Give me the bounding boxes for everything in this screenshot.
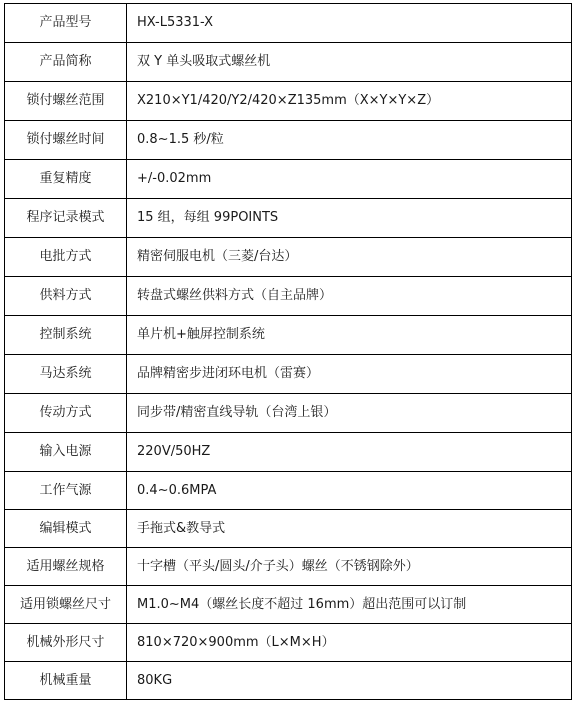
- table-row: [5, 199, 572, 238]
- row-label: 机械重量: [5, 662, 127, 700]
- row-label: 锁付螺丝范围: [5, 82, 127, 121]
- spec-table: [4, 3, 572, 700]
- row-value: 80KG: [127, 662, 572, 700]
- row-value: 转盘式螺丝供料方式（自主品牌）: [127, 277, 572, 316]
- row-label: 控制系统: [5, 316, 127, 355]
- row-label: 编辑模式: [5, 510, 127, 548]
- row-label: 产品简称: [5, 43, 127, 82]
- table-row: [5, 355, 572, 394]
- row-value: 双 Y 单头吸取式螺丝机: [127, 43, 572, 82]
- table-row: [5, 277, 572, 316]
- table-row: [5, 662, 572, 700]
- table-row: [5, 238, 572, 277]
- row-label: 机械外形尺寸: [5, 624, 127, 662]
- table-row: [5, 433, 572, 472]
- row-label: 锁付螺丝时间: [5, 121, 127, 160]
- table-row: [5, 82, 572, 121]
- table-row: [5, 4, 572, 43]
- table-row: [5, 586, 572, 624]
- table-row: [5, 624, 572, 662]
- row-label: 供料方式: [5, 277, 127, 316]
- row-value: +/-0.02mm: [127, 160, 572, 199]
- row-label: 程序记录模式: [5, 199, 127, 238]
- row-label: 重复精度: [5, 160, 127, 199]
- row-label: 输入电源: [5, 433, 127, 472]
- row-value: M1.0~M4（螺丝长度不超过 16mm）超出范围可以订制: [127, 586, 572, 624]
- row-value: 15 组，每组 99POINTS: [127, 199, 572, 238]
- row-label: 电批方式: [5, 238, 127, 277]
- table-row: [5, 121, 572, 160]
- row-value: 0.8~1.5 秒/粒: [127, 121, 572, 160]
- row-label: 适用螺丝规格: [5, 548, 127, 586]
- row-value: 手拖式&教导式: [127, 510, 572, 548]
- row-value: 单片机+触屏控制系统: [127, 316, 572, 355]
- row-value: X210×Y1/420/Y2/420×Z135mm（X×Y×Y×Z）: [127, 82, 572, 121]
- row-value: HX-L5331-X: [127, 4, 572, 43]
- row-value: 同步带/精密直线导轨（台湾上银）: [127, 394, 572, 433]
- table-row: [5, 316, 572, 355]
- row-label: 产品型号: [5, 4, 127, 43]
- row-label: 工作气源: [5, 472, 127, 510]
- table-row: [5, 43, 572, 82]
- row-label: 马达系统: [5, 355, 127, 394]
- row-value: 十字槽（平头/圆头/介子头）螺丝（不锈钢除外）: [127, 548, 572, 586]
- table-row: [5, 510, 572, 548]
- table-row: [5, 160, 572, 199]
- table-row: [5, 472, 572, 510]
- row-label: 适用锁螺丝尺寸: [5, 586, 127, 624]
- row-value: 810×720×900mm（L×M×H）: [127, 624, 572, 662]
- row-value: 220V/50HZ: [127, 433, 572, 472]
- row-value: 精密伺服电机（三菱/台达）: [127, 238, 572, 277]
- row-value: 品牌精密步进闭环电机（雷赛）: [127, 355, 572, 394]
- row-label: 传动方式: [5, 394, 127, 433]
- table-row: [5, 394, 572, 433]
- table-row: [5, 548, 572, 586]
- row-value: 0.4~0.6MPA: [127, 472, 572, 510]
